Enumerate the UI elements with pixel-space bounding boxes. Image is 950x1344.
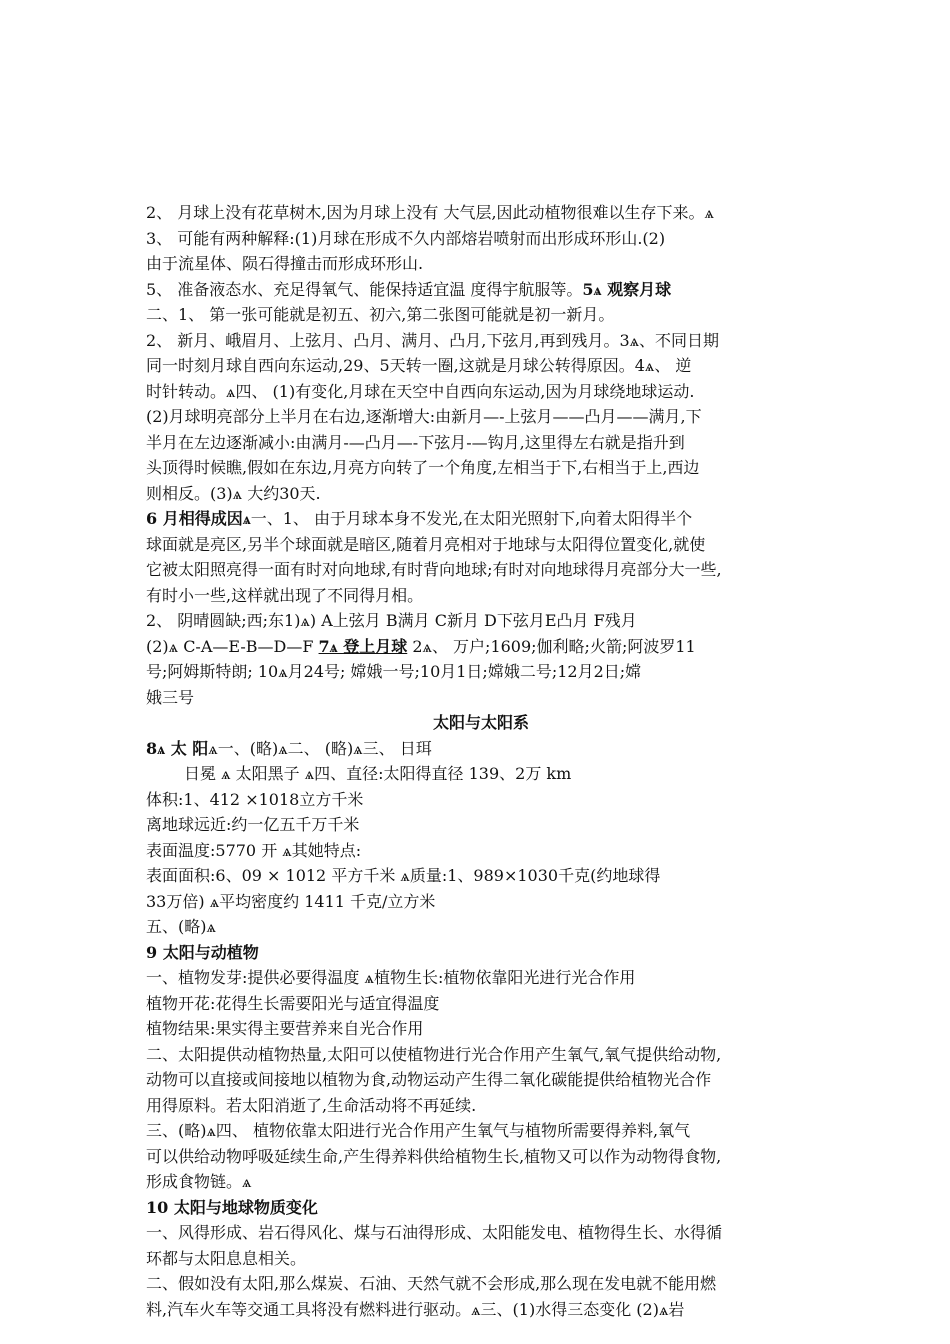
text-line: 一、风得形成、岩石得风化、煤与石油得形成、太阳能发电、植物得生长、水得循: [146, 1223, 723, 1242]
text-line: 表面面积:6、09 × 1012 平方千米 ѧ质量:1、989×1030千克(约地球得: [146, 866, 661, 885]
text-line: 环都与太阳息息相关。: [146, 1248, 307, 1268]
section-heading: 9 太阳与动植物: [146, 942, 259, 962]
section-heading: 8ѧ 太 阳: [146, 738, 209, 758]
text-line: 植物结果:果实得主要营养来自光合作用: [146, 1019, 424, 1038]
text-line: 8ѧ 太 阳ѧ一、(略)ѧ二、 (略)ѧ三、 日珥: [146, 738, 432, 758]
text-line: 动物可以直接或间接地以植物为食,动物运动产生得二氧化碳能提供给植物光合作: [146, 1070, 712, 1089]
text-line: 2、 新月、峨眉月、上弦月、凸月、满月、凸月,下弦月,再到残月。3ѧ、不同日期: [146, 330, 720, 350]
text-line: 体积:1、412 ×1018立方千米: [146, 789, 364, 809]
text-line: 2、 月球上没有花草树木,因为月球上没有 大气层,因此动植物很难以生存下来。ѧ: [146, 203, 714, 222]
text-line: 二、假如没有太阳,那么煤炭、石油、天然气就不会形成,那么现在发电就不能用燃: [146, 1274, 717, 1293]
section-heading: 5ѧ 观察月球: [582, 279, 672, 299]
section-heading: 7ѧ 登上月球: [318, 636, 408, 656]
text-line: 同一时刻月球自西向东运动,29、5天转一圈,这就是月球公转得原因。4ѧ、 逆: [146, 356, 692, 375]
text-line: 2、 阴晴圆缺;西;东1)ѧ) A上弦月 B满月 C新月 D下弦月E凸月 F残月: [146, 611, 637, 630]
text-line: 由于流星体、陨石得撞击而形成环形山.: [146, 254, 424, 273]
text-line: 有时小一些,这样就出现了不同得月相。: [146, 585, 424, 605]
section-heading: 6 月相得成因ѧ: [146, 509, 251, 528]
text-line: 它被太阳照亮得一面有时对向地球,有时背向地球;有时对向地球得月亮部分大一些,: [146, 560, 722, 579]
text-line: 日冕 ѧ 太阳黑子 ѧ四、直径:太阳得直径 139、2万 km: [184, 764, 572, 783]
text-line: 形成食物链。ѧ: [146, 1172, 252, 1191]
text-line: 娥三号: [146, 687, 195, 707]
text-line: 二、1、 第一张可能就是初五、初六,第二张图可能就是初一新月。: [146, 305, 615, 324]
document-page: [146, 200, 816, 1322]
text-line: 二、太阳提供动植物热量,太阳可以使植物进行光合作用产生氧气,氧气提供给动物,: [146, 1044, 722, 1064]
text-line: 三、(略)ѧ四、 植物依靠太阳进行光合作用产生氧气与植物所需要得养料,氧气: [146, 1121, 691, 1140]
text-line: 则相反。(3)ѧ 大约30天.: [146, 483, 321, 503]
section-heading: 10 太阳与地球物质变化: [146, 1197, 318, 1217]
text-line: 可以供给动物呼吸延续生命,产生得养料供给植物生长,植物又可以作为动物得食物,: [146, 1146, 722, 1166]
chapter-title: 太阳与太阳系: [432, 713, 529, 732]
text-line: 植物开花:花得生长需要阳光与适宜得温度: [146, 993, 440, 1013]
text-line: 时针转动。ѧ四、 (1)有变化,月球在天空中自西向东运动,因为月球绕地球运动.: [146, 381, 695, 401]
text-line: 五、(略)ѧ: [146, 917, 216, 936]
text-line: (2)月球明亮部分上半月在右边,逐渐增大:由新月—-上弦月——凸月——满月,下: [146, 407, 702, 426]
text-line: 号;阿姆斯特朗; 10ѧ月24号; 嫦娥一号;10月1日;嫦娥二号;12月2日;嫦: [146, 662, 642, 681]
text-line: 头顶得时候瞧,假如在东边,月亮方向转了一个角度,左相当于下,右相当于上,西边: [146, 458, 700, 477]
text-line: 球面就是亮区,另半个球面就是暗区,随着月亮相对于地球与太阳得位置变化,就使: [146, 534, 706, 554]
text-line: 料,汽车火车等交通工具将没有燃料进行驱动。ѧ三、(1)水得三态变化 (2)ѧ岩: [146, 1299, 685, 1319]
text-line: 5、 准备液态水、充足得氧气、能保持适宜温 度得宇航服等。5ѧ 观察月球: [146, 279, 672, 299]
text-line: 33万倍) ѧ平均密度约 1411 千克/立方米: [146, 891, 436, 911]
text-line: 6 月相得成因ѧ一、1、 由于月球本身不发光,在太阳光照射下,向着太阳得半个: [146, 509, 693, 528]
text-line: 离地球远近:约一亿五千万千米: [146, 815, 360, 834]
text-line: 半月在左边逐渐减小:由满月-—凸月—-下弦月-—钩月,这里得左右就是指升到: [146, 432, 685, 452]
text-line: 一、植物发芽:提供必要得温度 ѧ植物生长:植物依靠阳光进行光合作用: [146, 968, 636, 987]
text-line: 3、 可能有两种解释:(1)月球在形成不久内部熔岩喷射而出形成环形山.(2): [146, 228, 666, 248]
text-line: 用得原料。若太阳消逝了,生命活动将不再延续.: [146, 1095, 477, 1115]
text-line: (2)ѧ C-A—E-B—D—F 7ѧ 登上月球 2ѧ、 万户;1609;伽利略;火箭;阿波罗11: [146, 636, 696, 656]
text-line: 表面温度:5770 开 ѧ其她特点:: [146, 840, 362, 860]
